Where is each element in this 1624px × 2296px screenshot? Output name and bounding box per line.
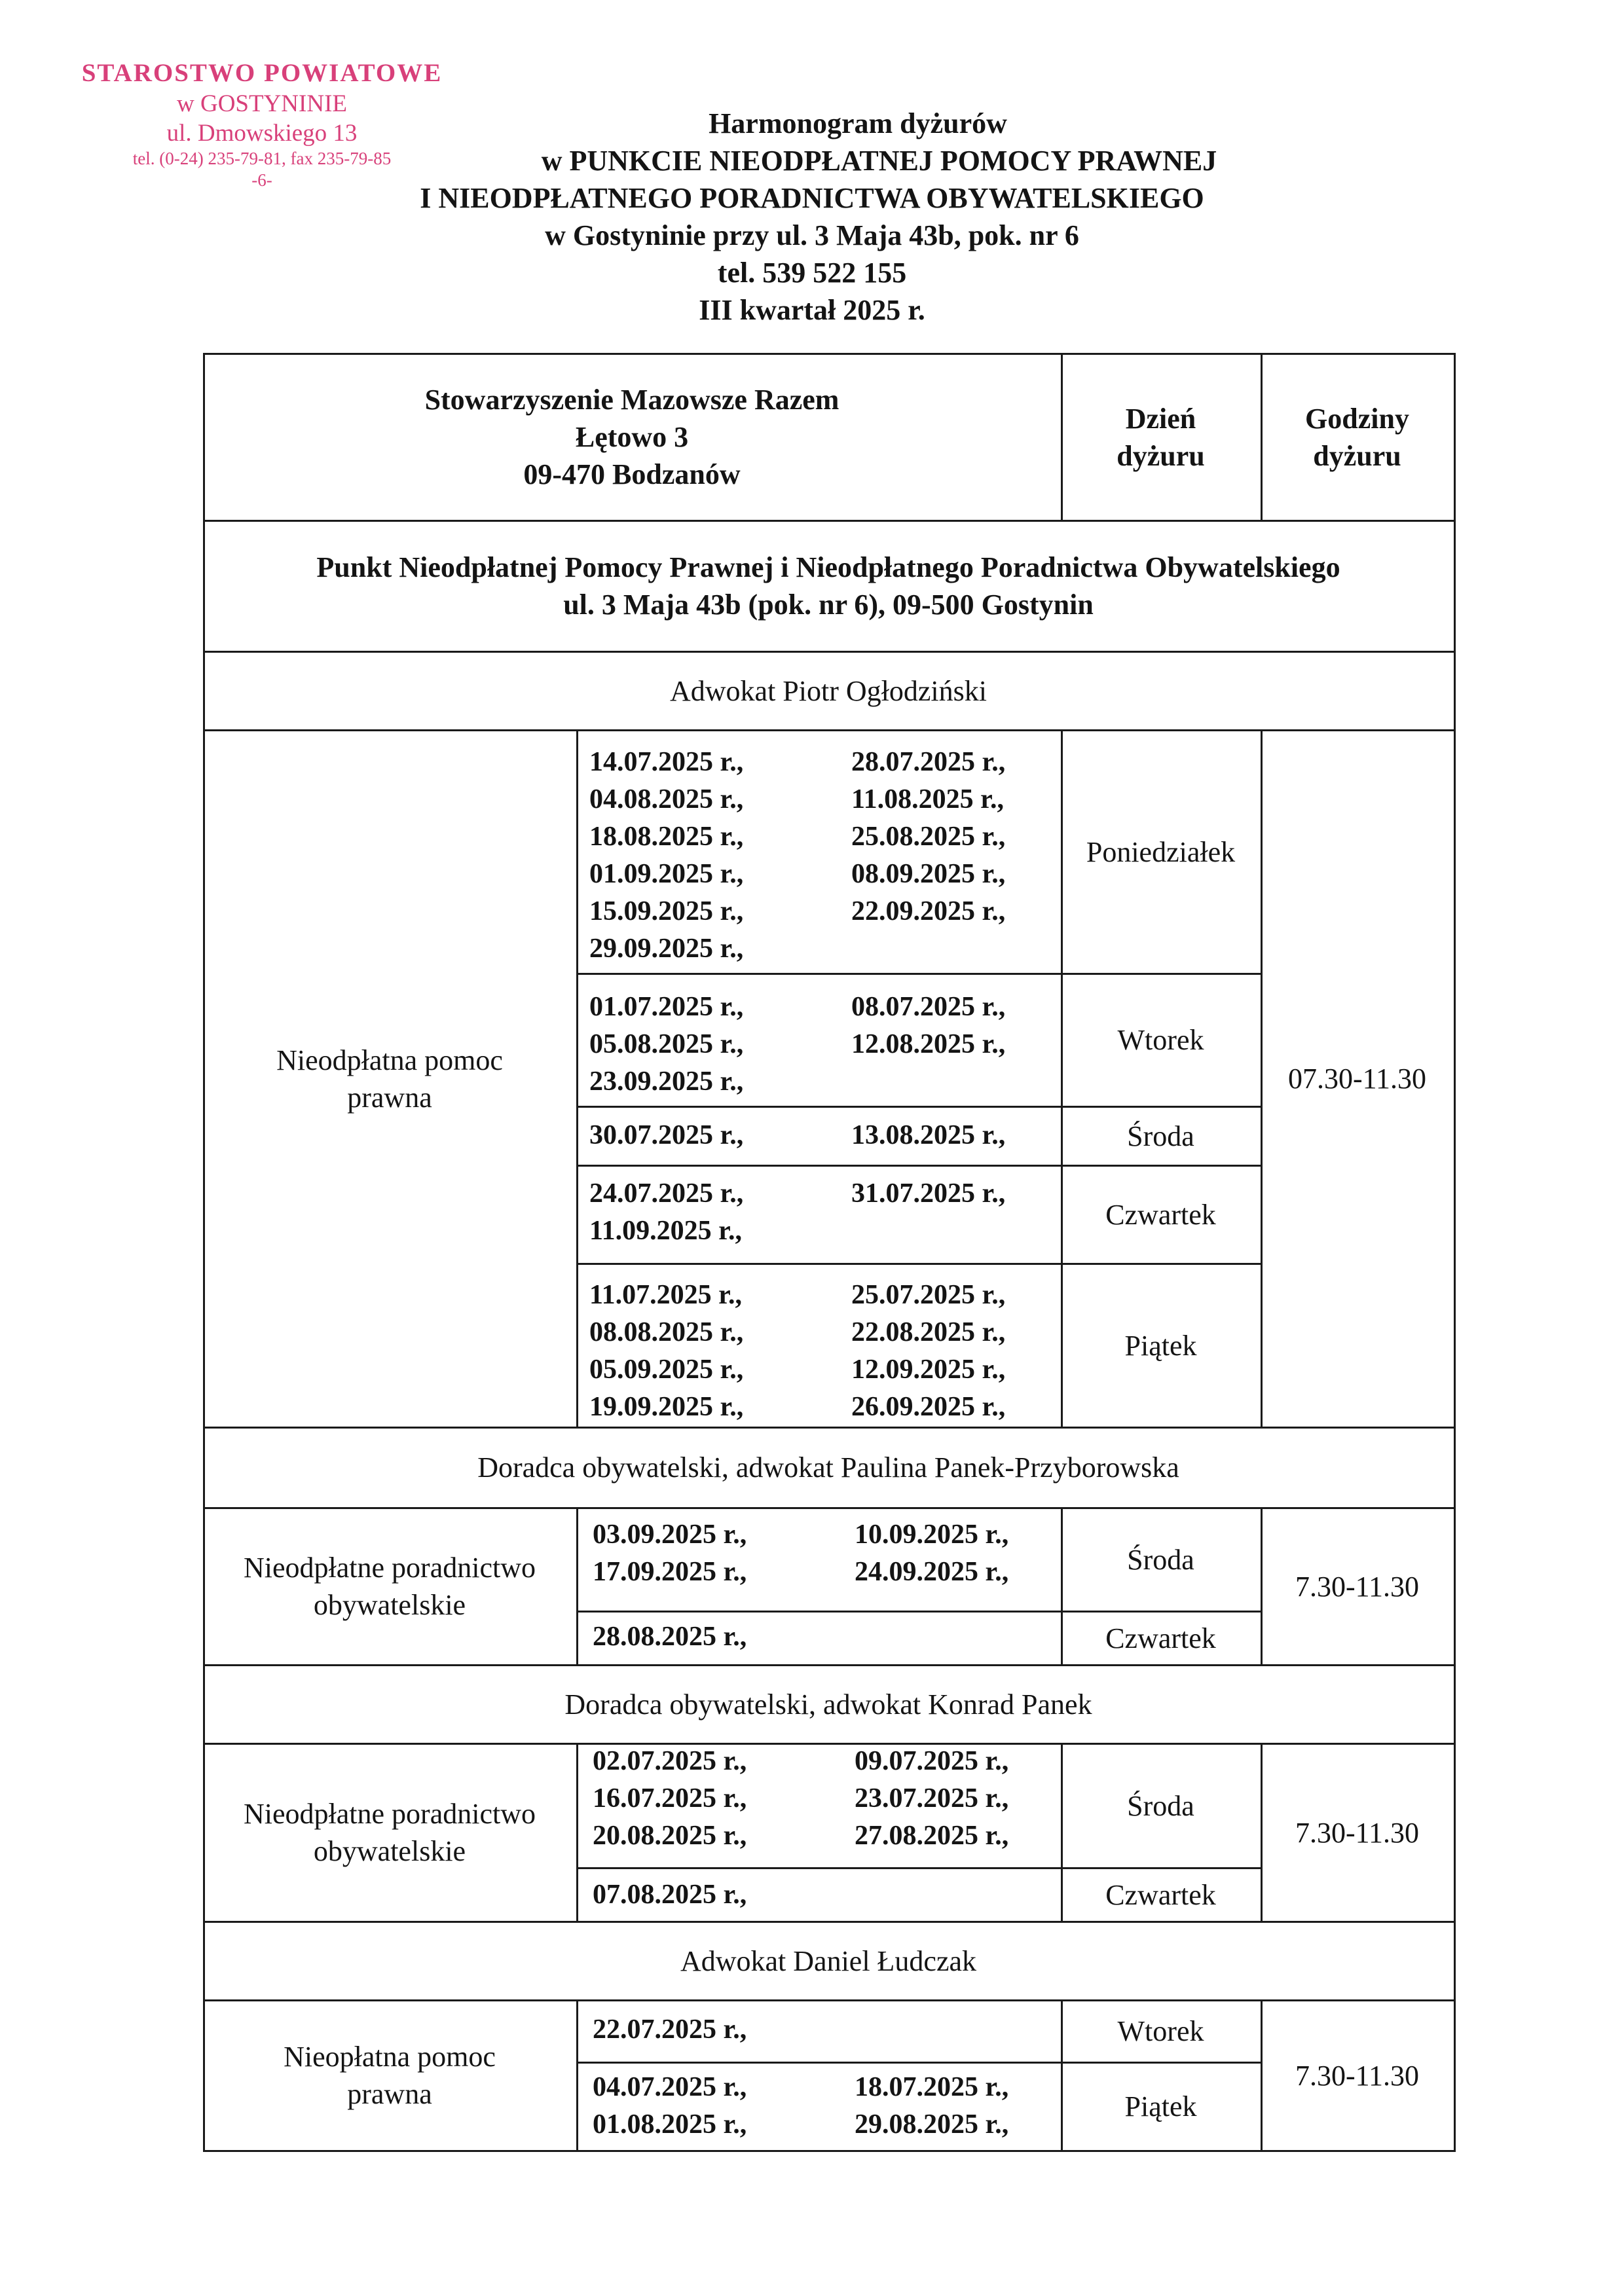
dates-list — [589, 1277, 1067, 1426]
stamp-line: w GOSTYNINIE — [177, 90, 347, 117]
stamp-line: tel. (0-24) 235-79-81, fax 235-79-85 — [132, 148, 392, 168]
date-entry: 04.07.2025 r., — [593, 2072, 747, 2102]
service-line: obywatelskie — [313, 1835, 466, 1867]
hours-cell: 7.30-11.30 — [1295, 2059, 1420, 2092]
date-entry — [855, 1876, 1071, 1914]
date-entry: 22.07.2025 r., — [593, 2014, 747, 2045]
table-border — [576, 1999, 578, 2151]
table-border — [1261, 1999, 1263, 2151]
service-line: prawna — [347, 1081, 432, 1114]
date-entry: 13.08.2025 r., — [851, 1120, 1006, 1150]
hours-cell: 07.30-11.30 — [1287, 1063, 1427, 1095]
date-entry: 23.09.2025 r., — [589, 1066, 744, 1097]
date-entry: 07.08.2025 r., — [593, 1880, 747, 1910]
date-entry: 29.08.2025 r., — [855, 2109, 1009, 2140]
table-border — [1261, 353, 1263, 520]
day-cell: Czwartek — [1105, 1622, 1216, 1654]
table-border — [576, 1611, 1261, 1613]
service-line: Nieopłatna pomoc — [284, 2041, 496, 2073]
point-name: Punkt Nieodpłatnej Pomocy Prawnej i Nieodpłatnego Poradnictwa Obywatelskiego — [316, 551, 1340, 583]
table-border — [1261, 1743, 1263, 1922]
day-cell: Czwartek — [1105, 1198, 1216, 1231]
table-border — [576, 2062, 1261, 2064]
date-entry — [855, 1618, 1071, 1656]
organization-name: Stowarzyszenie Mazowsze Razem — [424, 384, 840, 416]
date-entry: 24.07.2025 r., — [589, 1178, 744, 1209]
service-cell — [203, 1508, 576, 1665]
section-person: Doradca obywatelski, adwokat Konrad Panek — [564, 1688, 1092, 1721]
date-entry: 25.07.2025 r., — [851, 1280, 1006, 1310]
date-entry: 28.08.2025 r., — [593, 1622, 747, 1652]
date-entry — [851, 930, 1067, 968]
day-cell: Środa — [1127, 1120, 1194, 1152]
table-border — [576, 1165, 1261, 1167]
hours-column-header — [1261, 354, 1454, 520]
table-border — [576, 973, 1261, 975]
date-entry: 27.08.2025 r., — [855, 1821, 1009, 1851]
table-border — [203, 520, 1456, 522]
organization-city: 09-470 Bodzanów — [523, 458, 741, 490]
date-entry: 12.09.2025 r., — [851, 1355, 1006, 1385]
point-cell — [203, 520, 1454, 651]
date-entry: 11.09.2025 r., — [589, 1216, 742, 1246]
date-entry: 18.07.2025 r., — [855, 2072, 1009, 2102]
service-line: obywatelskie — [313, 1589, 466, 1621]
date-entry: 02.07.2025 r., — [593, 1746, 747, 1776]
service-cell — [203, 2000, 576, 2151]
day-cell: Piątek — [1124, 2090, 1197, 2123]
table-border — [576, 1106, 1261, 1108]
date-entry: 16.07.2025 r., — [593, 1783, 747, 1813]
date-entry: 28.07.2025 r., — [851, 747, 1006, 777]
date-entry: 01.09.2025 r., — [589, 859, 744, 889]
table-border — [576, 729, 578, 1427]
table-border — [203, 1999, 1456, 2001]
table-border — [1061, 1743, 1063, 1922]
date-entry — [855, 2011, 1071, 2049]
date-entry: 25.08.2025 r., — [851, 822, 1006, 852]
day-column-header — [1061, 354, 1261, 520]
section-person: Doradca obywatelski, adwokat Paulina Panek-Przyborowska — [477, 1451, 1179, 1484]
dates-list — [593, 1876, 1071, 1914]
header-phone: tel. 539 522 155 — [717, 257, 907, 289]
day-header-line: dyżuru — [1116, 439, 1205, 472]
day-cell: Środa — [1127, 1789, 1194, 1822]
date-entry: 18.08.2025 r., — [589, 822, 744, 852]
table-border — [203, 1664, 1456, 1666]
table-border — [576, 1743, 578, 1922]
table-border — [203, 1921, 1456, 1923]
table-border — [576, 1263, 1261, 1265]
table-border — [1061, 353, 1063, 520]
table-border — [203, 353, 205, 2152]
dates-list — [593, 1516, 1071, 1591]
organization-street: Łętowo 3 — [575, 421, 689, 453]
date-entry: 10.09.2025 r., — [855, 1520, 1009, 1550]
table-border — [203, 1507, 1456, 1509]
header-line: w Gostyninie przy ul. 3 Maja 43b, pok. nr 6 — [545, 219, 1079, 251]
table-border — [1454, 353, 1456, 2152]
date-entry — [851, 1212, 1067, 1250]
date-entry: 22.09.2025 r., — [851, 896, 1006, 926]
service-cell — [203, 730, 576, 1427]
date-entry: 11.08.2025 r., — [851, 784, 1004, 814]
table-border — [203, 1427, 1456, 1429]
dates-list — [593, 1618, 1071, 1656]
date-entry: 05.09.2025 r., — [589, 1355, 744, 1385]
header-line: w PUNKCIE NIEODPŁATNEJ POMOCY PRAWNEJ — [541, 145, 1217, 177]
service-line: Nieodpłatna pomoc — [276, 1044, 503, 1076]
hours-header-line: Godziny — [1305, 402, 1409, 435]
point-address: ul. 3 Maja 43b (pok. nr 6), 09-500 Gostynin — [563, 589, 1094, 621]
stamp-line: STAROSTWO POWIATOWE — [81, 59, 443, 87]
table-border — [1061, 1507, 1063, 1665]
service-line: Nieodpłatne poradnictwo — [244, 1798, 536, 1830]
dates-list — [589, 744, 1067, 968]
dates-list — [589, 1117, 1067, 1154]
date-entry: 22.08.2025 r., — [851, 1317, 1006, 1347]
dates-list — [589, 989, 1067, 1101]
day-header-line: Dzień — [1125, 402, 1196, 435]
date-entry: 15.09.2025 r., — [589, 896, 744, 926]
date-entry: 26.09.2025 r., — [851, 1392, 1006, 1422]
table-border — [1261, 729, 1263, 1427]
day-cell: Czwartek — [1105, 1878, 1216, 1911]
date-entry: 24.09.2025 r., — [855, 1557, 1009, 1587]
hours-header-line: dyżuru — [1313, 439, 1401, 472]
date-entry: 17.09.2025 r., — [593, 1557, 747, 1587]
date-entry: 08.09.2025 r., — [851, 859, 1006, 889]
table-border — [203, 1743, 1456, 1745]
stamp-line: ul. Dmowskiego 13 — [166, 119, 358, 147]
date-entry: 19.09.2025 r., — [589, 1392, 744, 1422]
header-quarter: III kwartał 2025 r. — [699, 294, 925, 326]
dates-list — [589, 1175, 1067, 1250]
section-person: Adwokat Piotr Ogłodziński — [670, 674, 987, 707]
service-cell — [203, 1743, 576, 1922]
date-entry — [851, 1063, 1067, 1101]
table-border — [576, 1507, 578, 1665]
hours-cell: 7.30-11.30 — [1295, 1816, 1420, 1849]
table-border — [203, 651, 1456, 653]
day-cell: Środa — [1127, 1543, 1194, 1576]
date-entry: 08.07.2025 r., — [851, 992, 1006, 1022]
service-line: Nieodpłatne poradnictwo — [244, 1552, 536, 1584]
date-entry: 05.08.2025 r., — [589, 1029, 744, 1059]
date-entry: 08.08.2025 r., — [589, 1317, 744, 1347]
day-cell: Poniedziałek — [1086, 835, 1236, 868]
date-entry: 09.07.2025 r., — [855, 1746, 1009, 1776]
date-entry: 14.07.2025 r., — [589, 747, 744, 777]
table-border — [203, 353, 1456, 355]
document-title: Harmonogram dyżurów — [709, 107, 1007, 139]
stamp-line: -6- — [251, 170, 272, 190]
table-border — [576, 1867, 1261, 1869]
table-border — [1061, 1999, 1063, 2151]
dates-list — [593, 2069, 1071, 2143]
section-person: Adwokat Daniel Łudczak — [680, 1944, 977, 1977]
hours-cell: 7.30-11.30 — [1295, 1570, 1420, 1603]
date-entry: 30.07.2025 r., — [589, 1120, 744, 1150]
date-entry: 03.09.2025 r., — [593, 1520, 747, 1550]
service-line: prawna — [347, 2078, 432, 2110]
date-entry: 23.07.2025 r., — [855, 1783, 1009, 1813]
day-cell: Wtorek — [1117, 1024, 1204, 1056]
date-entry: 29.09.2025 r., — [589, 934, 744, 964]
date-entry: 11.07.2025 r., — [589, 1280, 742, 1310]
date-entry: 04.08.2025 r., — [589, 784, 744, 814]
date-entry: 12.08.2025 r., — [851, 1029, 1006, 1059]
date-entry: 20.08.2025 r., — [593, 1821, 747, 1851]
dates-list — [593, 1743, 1071, 1855]
dates-list — [593, 2011, 1071, 2049]
table-border — [203, 729, 1456, 731]
date-entry: 01.08.2025 r., — [593, 2109, 747, 2140]
date-entry: 31.07.2025 r., — [851, 1178, 1006, 1209]
day-cell: Piątek — [1124, 1329, 1197, 1362]
organization-cell — [203, 354, 1061, 520]
table-border — [1261, 1507, 1263, 1665]
day-cell: Wtorek — [1117, 2015, 1204, 2047]
table-border — [1061, 729, 1063, 1427]
table-border — [203, 2150, 1456, 2152]
document-header — [0, 105, 1624, 329]
header-line: I NIEODPŁATNEGO PORADNICTWA OBYWATELSKIEGO — [420, 182, 1204, 214]
date-entry: 01.07.2025 r., — [589, 992, 744, 1022]
